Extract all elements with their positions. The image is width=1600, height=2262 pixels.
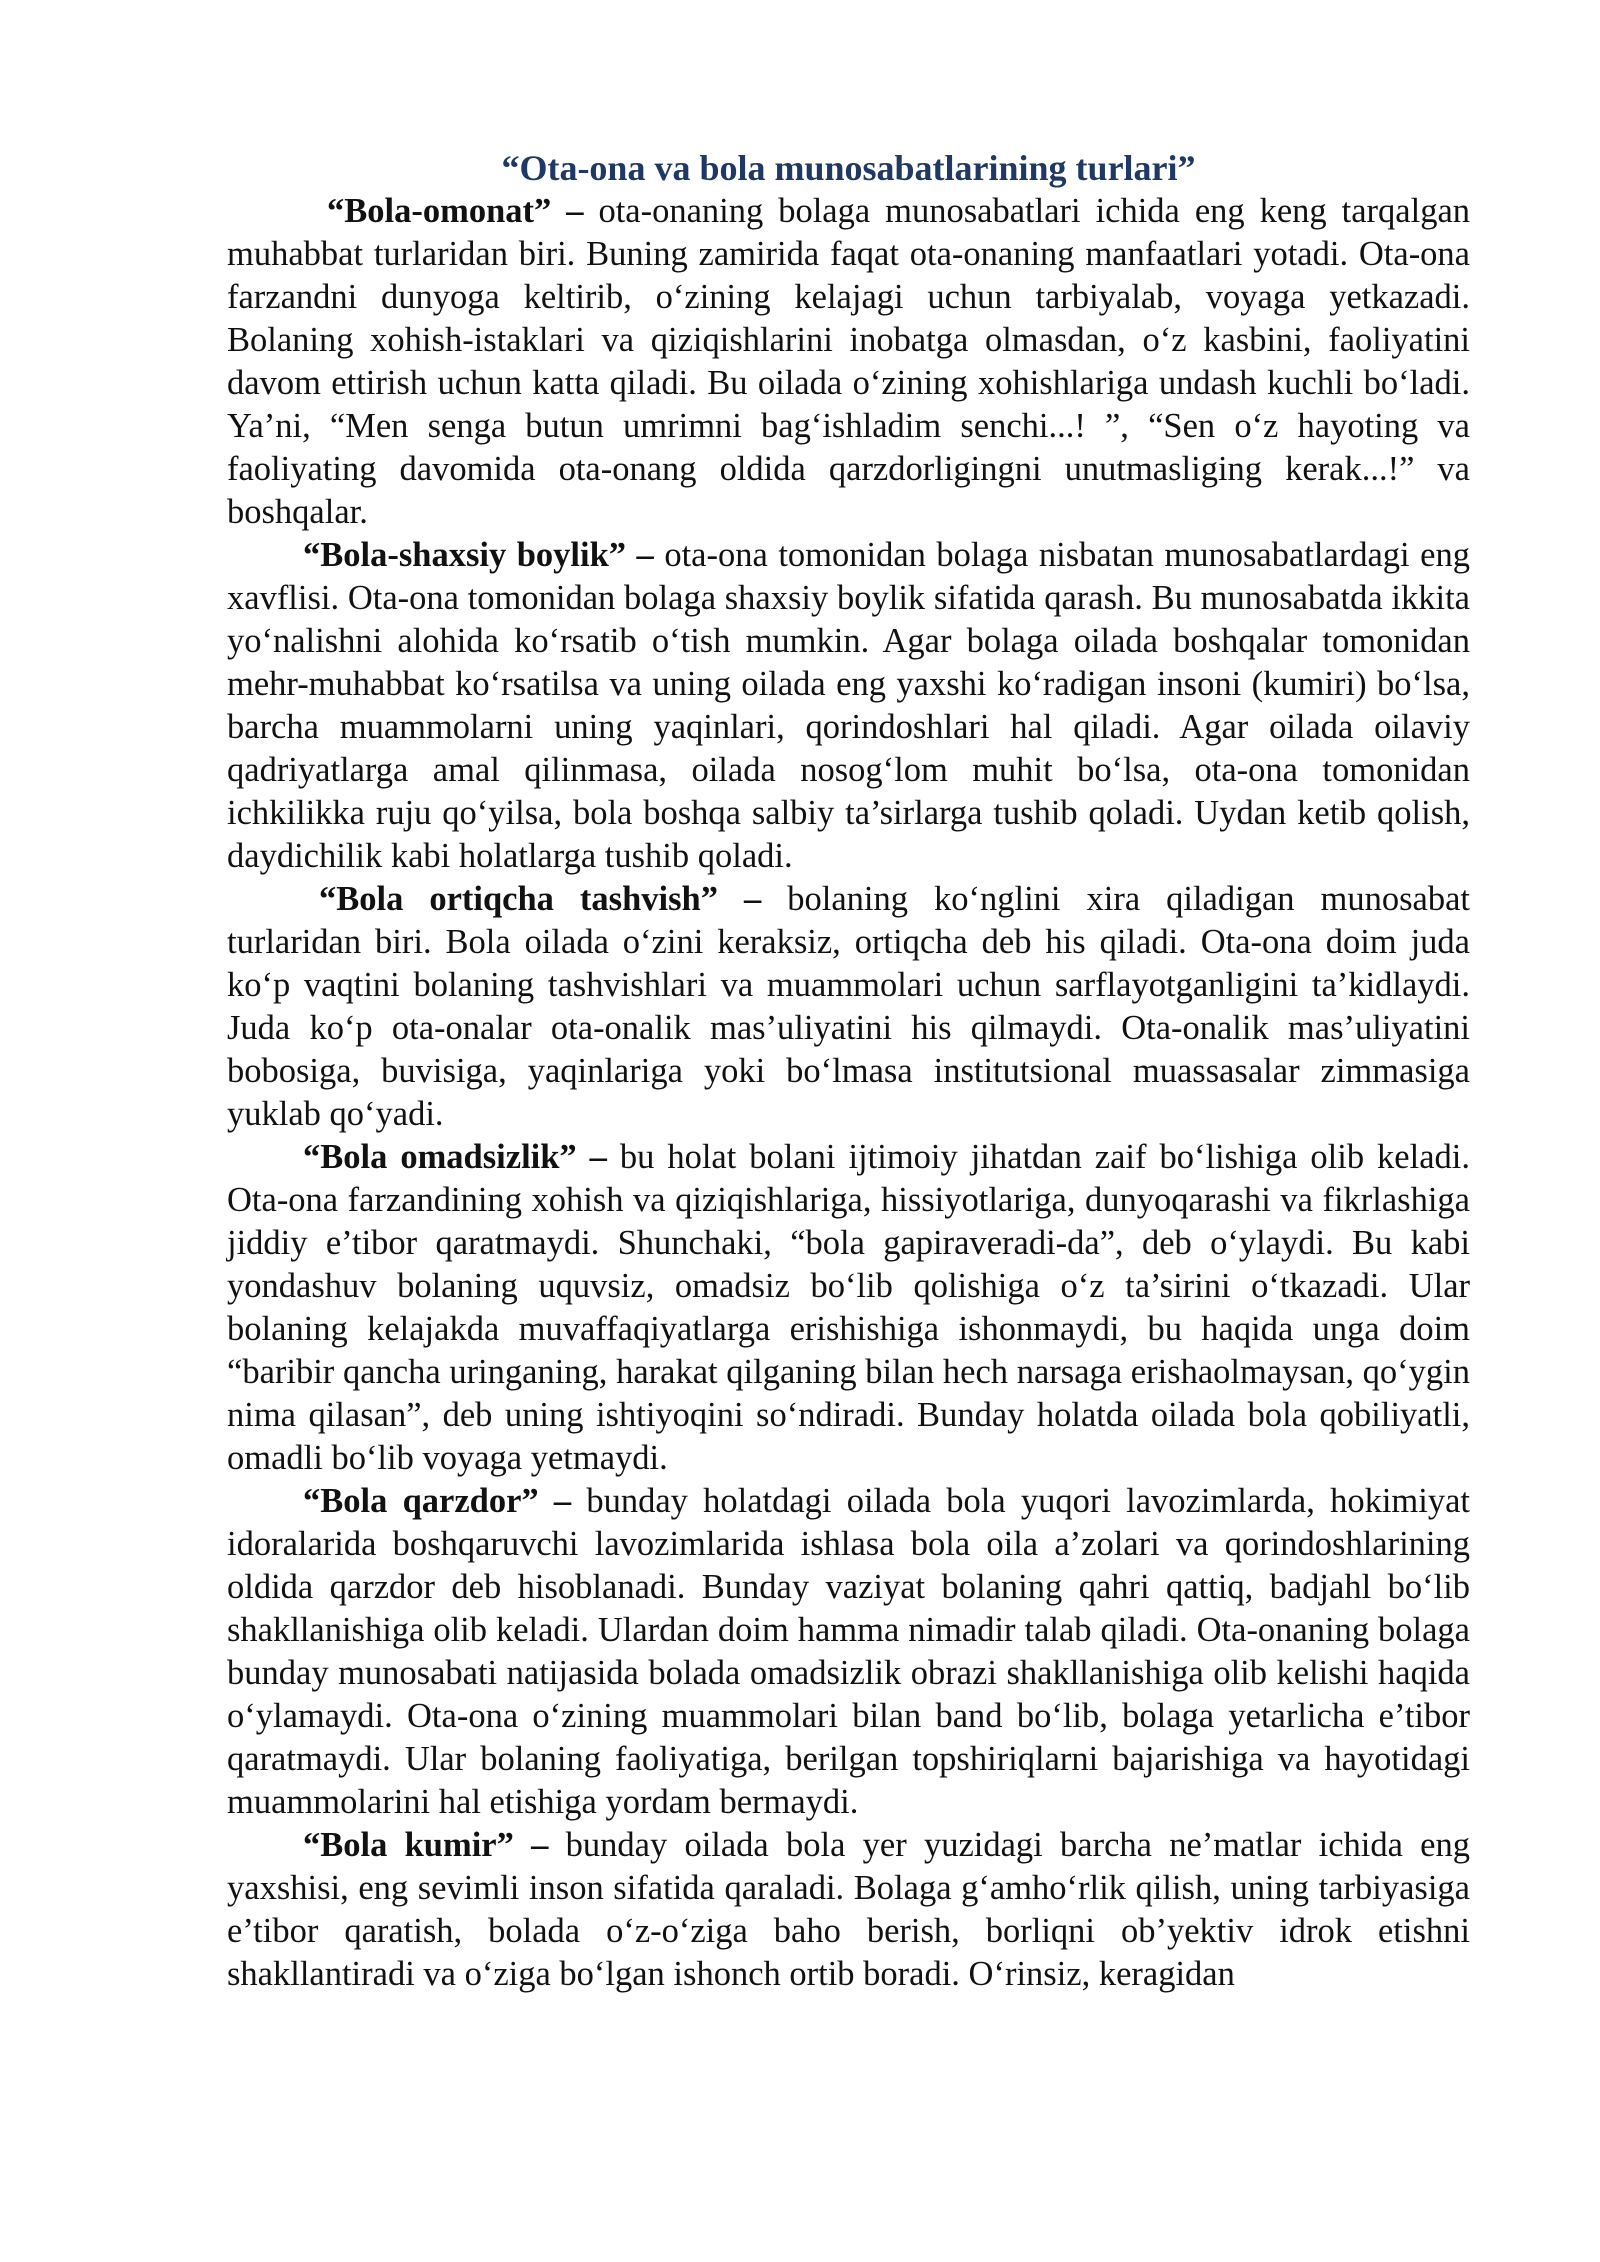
paragraph-text: ota-onaning bolaga munosabatlari ichida eng keng tarqalgan muhabbat turlaridan biri. Buning zamirida faqat ota-onaning manfaatlari yotadi. Ota-ona farzandni dunyoga keltirib, o‘zining kelajagi uchun tarbiyalab, voyaga yetkazadi. Bolaning xohish-istaklari va qiziqishlarini inobatga olmasdan, o‘z kasbini, faoliyatini davom ettirish uchun katta qiladi. Bu oilada o‘zining xohishlariga undash kuchli bo‘ladi. Ya’ni, “Men senga butun umrimni bag‘ishladim senchi...! ”, “Sen o‘z hayoting va faoliyating davomida ota-onang oldida qarzdorligingni unutmasliging kerak...!” va boshqalar. <box>227 192 1471 531</box>
paragraph-text: bunday holatdagi oilada bola yuqori lavozimlarda, hokimiyat idoralarida boshqaruvchi lavozimlarida ishlasa bola oila a’zolari va qorindoshlarining oldida qarzdor deb hisoblanadi. Bunday vaziyat bolaning qahri qattiq, badjahl bo‘lib shakllanishiga olib keladi. Ulardan doim hamma nimadir talab qiladi. Ota-onaning bolaga bunday munosabati natijasida bolada omadsizlik obrazi shakllanishiga olib kelishi haqida o‘ylamaydi. Ota-ona o‘zining muammolari bilan band bo‘lib, bolaga yetarlicha e’tibor qaratmaydi. Ular bolaning faoliyatiga, berilgan topshiriqlarni bajarishiga va hayotidagi muammolarini hal etishiga yordam bermaydi. <box>227 1482 1470 1821</box>
paragraph-bola-kumir <box>227 1824 1470 1996</box>
term-bola-shaxsiy-boylik: “Bola-shaxsiy boylik” – <box>303 536 654 574</box>
paragraph-bola-omadsizlik <box>227 1136 1470 1480</box>
paragraph-bola-omonat <box>227 190 1470 534</box>
paragraph-bola-ortiqcha-tashvish <box>227 878 1470 1136</box>
paragraph-bola-shaxsiy-boylik <box>227 534 1470 878</box>
document-title: “Ota-ona va bola munosabatlarining turlari” <box>501 148 1196 188</box>
document-page <box>227 147 1470 1996</box>
term-bola-omadsizlik: “Bola omadsizlik” – <box>303 1138 607 1176</box>
term-bola-qarzdor: “Bola qarzdor” – <box>303 1482 572 1520</box>
paragraph-bola-qarzdor <box>227 1480 1470 1824</box>
paragraph-text: bunday oilada bola yer yuzidagi barcha ne’matlar ichida eng yaxshisi, eng sevimli inson sifatida qaraladi. Bolaga g‘amho‘rlik qilish, uning tarbiyasiga e’tibor qaratish, bolada o‘z-o‘ziga baho berish, borliqni ob’yektiv idrok etishni shakllantiradi va o‘ziga bo‘lgan ishonch ortib boradi. O‘rinsiz, keragidan <box>227 1826 1470 1993</box>
paragraph-text: bu holat bolani ijtimoiy jihatdan zaif bo‘lishiga olib keladi. Ota-ona farzandining xohish va qiziqishlariga, hissiyotlariga, dunyoqarashi va fikrlashiga jiddiy e’tibor qaratmaydi. Shunchaki, “bola gapiraveradi-da”, deb o‘ylaydi. Bu kabi yondashuv bolaning uquvsiz, omadsiz bo‘lib qolishiga o‘z ta’sirini o‘tkazadi. Ular bolaning kelajakda muvaffaqiyatlarga erishishiga ishonmaydi, bu haqida unga doim “baribir qancha uringaning, harakat qilganing bilan hech narsaga erishaolmaysan, qo‘ygin nima qilasan”, deb uning ishtiyoqini so‘ndiradi. Bunday holatda oilada bola qobiliyatli, omadli bo‘lib voyaga yetmaydi. <box>227 1138 1470 1477</box>
paragraph-text: ota-ona tomonidan bolaga nisbatan munosabatlardagi eng xavflisi. Ota-ona tomonidan bolaga shaxsiy boylik sifatida qarash. Bu munosabatda ikkita yo‘nalishni alohida ko‘rsatib o‘tish mumkin. Agar bolaga oilada boshqalar tomonidan mehr-muhabbat ko‘rsatilsa va uning oilada eng yaxshi ko‘radigan insoni (kumiri) bo‘lsa, barcha muammolarni uning yaqinlari, qorindoshlari hal qiladi. Agar oilada oilaviy qadriyatlarga amal qilinmasa, oilada nosog‘lom muhit bo‘lsa, ota-ona tomonidan ichkilikka ruju qo‘yilsa, bola boshqa salbiy ta’sirlarga tushib qoladi. Uydan ketib qolish, daydichilik kabi holatlarga tushib qoladi. <box>227 536 1470 875</box>
term-bola-kumir: “Bola kumir” – <box>303 1826 549 1864</box>
term-bola-ortiqcha-tashvish: “Bola ortiqcha tashvish” – <box>319 880 762 918</box>
term-bola-omonat: “Bola-omonat” – <box>327 192 584 230</box>
paragraph-text: bolaning ko‘nglini xira qiladigan munosabat turlaridan biri. Bola oilada o‘zini keraksiz, ortiqcha deb his qiladi. Ota-ona doim juda ko‘p vaqtini bolaning tashvishlari va muammolari uchun sarflayotganligini ta’kidlaydi. Juda ko‘p ota-onalar ota-onalik mas’uliyatini his qilmaydi. Ota-onalik mas’uliyatini bobosiga, buvisiga, yaqinlariga yoki bo‘lmasa institutsional muassasalar zimmasiga yuklab qo‘yadi. <box>227 880 1470 1133</box>
